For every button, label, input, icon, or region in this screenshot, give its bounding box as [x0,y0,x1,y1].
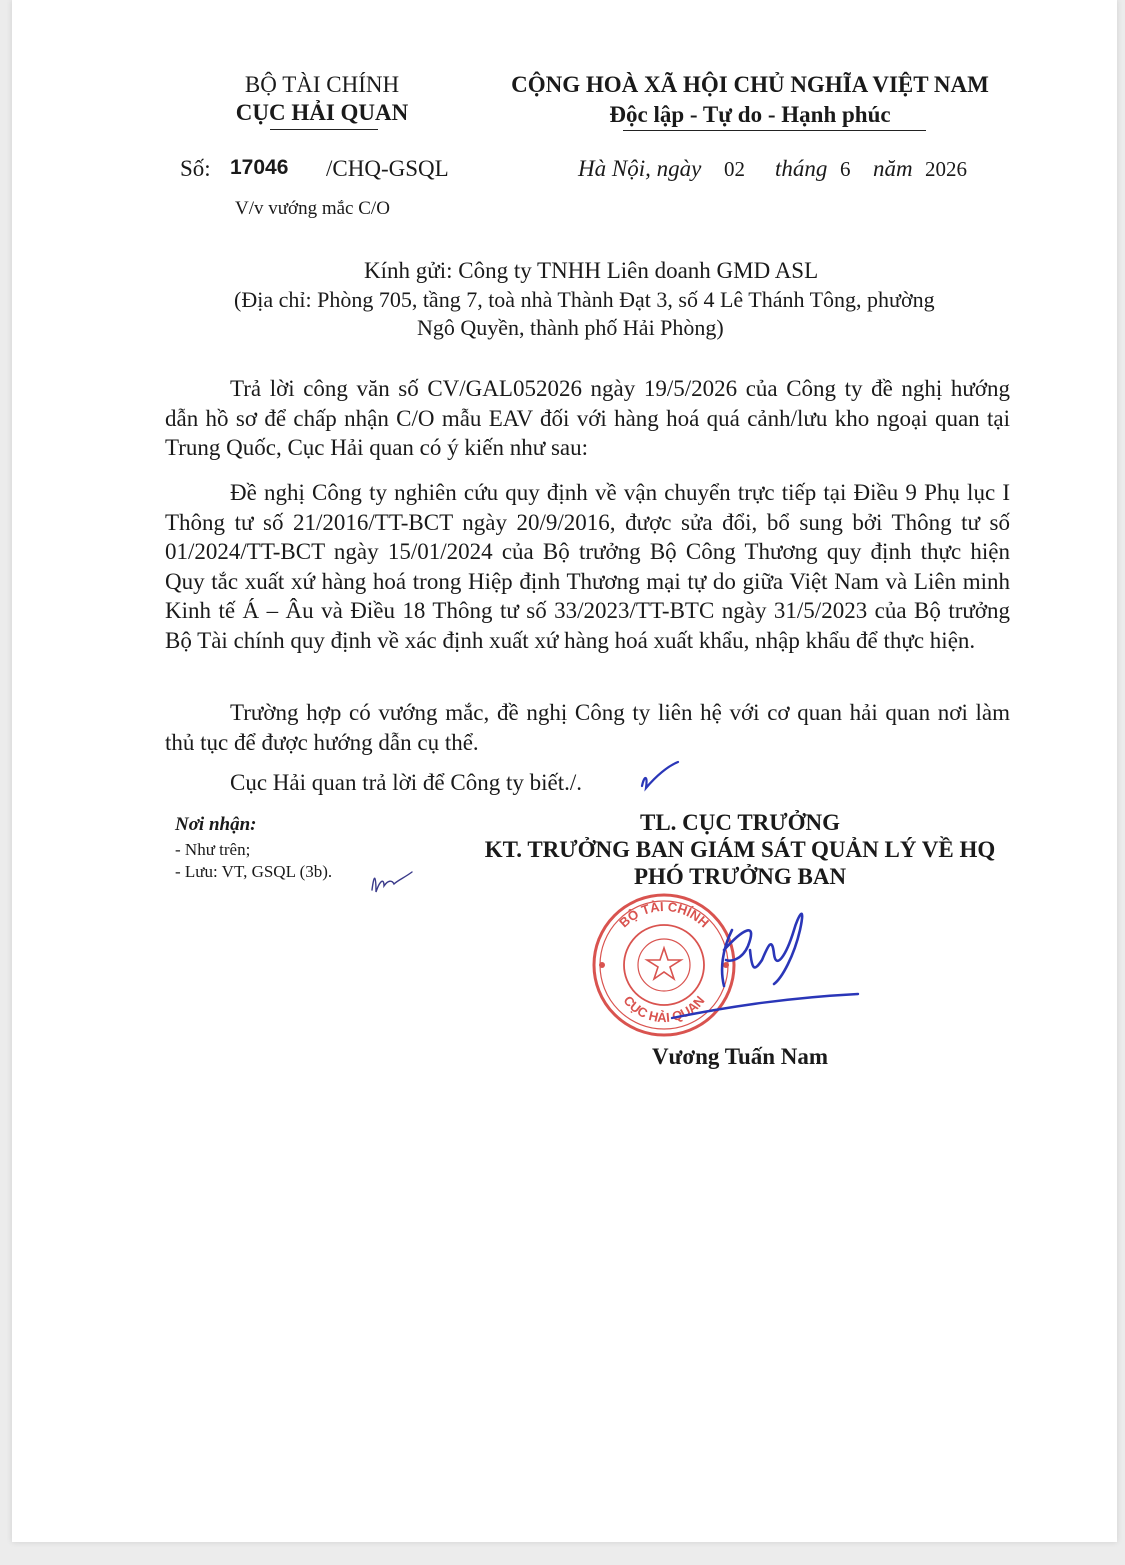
seal-top-text: BỘ TÀI CHÍNH [616,898,712,931]
ministry-name: BỘ TÀI CHÍNH [244,72,400,97]
date-month: 6 [840,157,851,181]
signature-line-1: TL. CỤC TRƯỞNG [640,810,840,835]
paragraph-4 [165,768,1010,798]
motto: Độc lập - Tự do - Hạnh phúc [609,102,891,127]
country-name: CỘNG HOÀ XÃ HỘI CHỦ NGHĨA VIỆT NAM [511,72,989,97]
paragraph-3 [165,698,1010,757]
date-day: 02 [724,157,745,181]
subject-line: V/v vướng mắc C/O [235,198,390,219]
reference-number: 17046 [230,156,289,179]
signature-line-3: PHÓ TRƯỞNG BAN [633,864,847,889]
paragraph-3-text: Trường hợp có vướng mắc, đề nghị Công ty liên hệ với cơ quan hải quan nơi làm thủ tục để được hướng dẫn cụ thể. [165,700,1010,755]
paragraph-2 [165,478,1010,655]
signer-name: Vương Tuấn Nam [651,1044,829,1069]
handwritten-signature [662,890,872,1030]
seal-bottom-text: CỤC HẢI QUAN [620,992,708,1026]
reference-suffix: /CHQ-GSQL [326,156,449,181]
recipients-item-1: - Như trên; [175,840,251,859]
paragraph-1 [165,374,1010,463]
department-underline [270,129,378,130]
reference-label: Số: [180,156,211,181]
initial-check-mark [634,758,682,794]
signature-line-2: KT. TRƯỞNG BAN GIÁM SÁT QUẢN LÝ VỀ HQ [484,837,996,862]
motto-underline [623,130,926,131]
date-place: Hà Nội, ngày [578,156,702,181]
document-page [12,0,1117,1542]
date-year: 2026 [925,157,967,181]
date-year-label: năm [873,156,913,181]
recipient-line: Kính gửi: Công ty TNHH Liên doanh GMD ASL [364,258,819,283]
paragraph-2-text: Đề nghị Công ty nghiên cứu quy định về vận chuyển trực tiếp tại Điều 9 Phụ lục I Thông tư số 21/2016/TT-BCT ngày 20/9/2016, được sửa đổi, bổ sung bởi Thông tư số 01/2024/TT-BCT ngày 15/01/2024 của Bộ trưởng Bộ Công Thương quy định thực hiện Quy tắc xuất xứ hàng hoá trong Hiệp định Thương mại tự do giữa Việt Nam và Liên minh Kinh tế Á – Âu và Điều 18 Thông tư số 33/2023/TT-BTC ngày 31/5/2023 của Bộ trưởng Bộ Tài chính quy định về xác định xuất xứ hàng hoá xuất khẩu, nhập khẩu để thực hiện. [165,480,1010,653]
paragraph-4-text: Cục Hải quan trả lời để Công ty biết./. [230,770,582,795]
recipients-title: Nơi nhận: [175,814,257,835]
department-name: CỤC HẢI QUAN [235,100,409,125]
recipient-address-2: Ngô Quyền, thành phố Hải Phòng) [417,315,724,340]
initial-scribble [368,864,418,898]
recipients-item-2: - Lưu: VT, GSQL (3b). [175,862,333,881]
recipient-address-1: (Địa chỉ: Phòng 705, tầng 7, toà nhà Thành Đạt 3, số 4 Lê Thánh Tông, phường [234,287,935,312]
paragraph-1-text: Trả lời công văn số CV/GAL052026 ngày 19/5/2026 của Công ty đề nghị hướng dẫn hồ sơ để chấp nhận C/O mẫu EAV đối với hàng hoá quá cảnh/lưu kho ngoại quan tại Trung Quốc, Cục Hải quan có ý kiến như sau: [165,376,1010,460]
date-month-label: tháng [775,156,828,181]
